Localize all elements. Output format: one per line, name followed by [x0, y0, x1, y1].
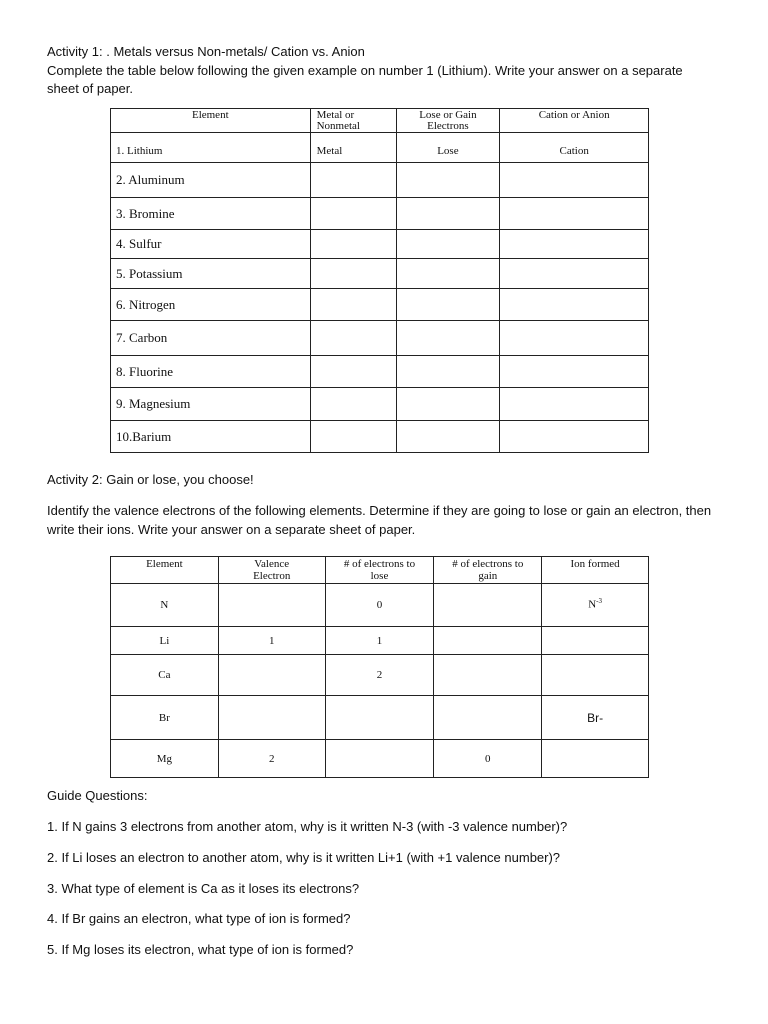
row-ion: Cation	[500, 133, 649, 163]
answer-cell[interactable]	[310, 356, 396, 388]
row-lose[interactable]	[325, 696, 434, 740]
answer-cell[interactable]	[396, 163, 500, 198]
header-ion: Ion formed	[542, 557, 649, 584]
row-gain[interactable]	[434, 584, 542, 627]
answer-cell[interactable]	[500, 289, 649, 321]
activity1-instructions-line2: sheet of paper.	[47, 81, 134, 96]
answer-cell[interactable]	[396, 388, 500, 421]
row-element: N	[111, 584, 219, 627]
header-element: Element	[111, 557, 219, 584]
guide-question: 5. If Mg loses its electron, what type of ion is formed?	[47, 942, 354, 957]
header-valence	[218, 557, 325, 584]
row-element: 9. Magnesium	[111, 388, 311, 421]
activity1-instructions-line1: Complete the table below following the given example on number 1 (Lithium). Write your answer on a separate	[47, 63, 683, 78]
row-element: Mg	[111, 740, 219, 778]
row-element: 1. Lithium	[111, 133, 311, 163]
header-lose-gain	[396, 109, 500, 133]
row-lose[interactable]: 1	[325, 627, 434, 655]
row-gain[interactable]: 0	[434, 740, 542, 778]
table-row	[111, 230, 649, 259]
table-row	[111, 198, 649, 230]
answer-cell[interactable]	[396, 321, 500, 356]
table-row	[111, 740, 649, 778]
guide-question: 4. If Br gains an electron, what type of ion is formed?	[47, 911, 351, 926]
table-row	[111, 356, 649, 388]
row-element: 6. Nitrogen	[111, 289, 311, 321]
header-cation-anion: Cation or Anion	[500, 109, 649, 133]
guide-question: 3. What type of element is Ca as it loses its electrons?	[47, 881, 360, 896]
row-element: 10.Barium	[111, 421, 311, 453]
guide-question: 2. If Li loses an electron to another atom, why is it written Li+1 (with +1 valence number)?	[47, 850, 561, 865]
row-element: 5. Potassium	[111, 259, 311, 289]
row-element: 4. Sulfur	[111, 230, 311, 259]
answer-cell[interactable]	[310, 321, 396, 356]
table-row	[111, 259, 649, 289]
answer-cell[interactable]	[396, 259, 500, 289]
row-lose[interactable]: 2	[325, 655, 434, 696]
header-element: Element	[111, 109, 311, 133]
table-row	[111, 421, 649, 453]
header-metal	[310, 109, 396, 133]
answer-cell[interactable]	[310, 388, 396, 421]
row-valence[interactable]: 2	[218, 740, 325, 778]
row-metal: Metal	[310, 133, 396, 163]
table-row	[111, 584, 649, 627]
answer-cell[interactable]	[500, 356, 649, 388]
table-header-row	[111, 109, 649, 133]
header-lose-gain-text: Lose or Gain Electrons	[419, 109, 477, 132]
answer-cell[interactable]	[310, 289, 396, 321]
guide-title: Guide Questions:	[47, 788, 148, 803]
row-gain[interactable]	[434, 627, 542, 655]
row-element: Br	[111, 696, 219, 740]
row-element: 7. Carbon	[111, 321, 311, 356]
answer-cell[interactable]	[500, 388, 649, 421]
answer-cell[interactable]	[396, 230, 500, 259]
row-element: Li	[111, 627, 219, 655]
row-element: 8. Fluorine	[111, 356, 311, 388]
answer-cell[interactable]	[396, 198, 500, 230]
answer-cell[interactable]	[500, 421, 649, 453]
row-lose-gain: Lose	[396, 133, 500, 163]
row-ion-base: N	[588, 598, 597, 611]
table-row	[111, 289, 649, 321]
activity2-instructions-line1: Identify the valence electrons of the following elements. Determine if they are going to lose or gain an electron, then	[47, 503, 712, 518]
answer-cell[interactable]	[310, 163, 396, 198]
table-row	[111, 163, 649, 198]
guide-question: 1. If N gains 3 electrons from another atom, why is it written N-3 (with -3 valence number)?	[47, 819, 568, 834]
row-ion-charge: -3	[596, 597, 602, 605]
header-valence-text: Valence Electron	[253, 558, 291, 582]
answer-cell[interactable]	[500, 321, 649, 356]
answer-cell[interactable]	[310, 421, 396, 453]
header-gain-text: # of electrons to gain	[452, 558, 524, 582]
answer-cell[interactable]	[500, 198, 649, 230]
row-lose[interactable]: 0	[325, 584, 434, 627]
answer-cell[interactable]	[396, 421, 500, 453]
row-ion[interactable]	[542, 740, 649, 778]
activity1-table	[110, 108, 649, 453]
table-row	[111, 627, 649, 655]
table-row	[111, 133, 649, 163]
header-lose	[325, 557, 434, 584]
header-gain	[434, 557, 542, 584]
row-lose[interactable]	[325, 740, 434, 778]
answer-cell[interactable]	[500, 230, 649, 259]
activity2-instructions-line2: write their ions. Write your answer on a separate sheet of paper.	[47, 522, 416, 537]
answer-cell[interactable]	[396, 356, 500, 388]
row-valence[interactable]	[218, 584, 325, 627]
row-gain[interactable]	[434, 655, 542, 696]
answer-cell[interactable]	[500, 259, 649, 289]
answer-cell[interactable]	[500, 163, 649, 198]
activity2-title: Activity 2: Gain or lose, you choose!	[47, 472, 254, 487]
table-row	[111, 655, 649, 696]
row-ion[interactable]	[542, 584, 649, 627]
row-valence[interactable]: 1	[218, 627, 325, 655]
row-valence[interactable]	[218, 696, 325, 740]
header-lose-text: # of electrons to lose	[343, 558, 416, 582]
row-element: 2. Aluminum	[111, 163, 311, 198]
answer-cell[interactable]	[310, 230, 396, 259]
row-element: 3. Bromine	[111, 198, 311, 230]
table-row	[111, 321, 649, 356]
activity2-table	[110, 556, 649, 778]
row-ion[interactable]	[542, 655, 649, 696]
table-header-row	[111, 557, 649, 584]
activity1-title: Activity 1: . Metals versus Non-metals/ Cation vs. Anion	[47, 44, 365, 59]
header-metal-text: Metal or Nonmetal	[316, 109, 360, 132]
table-row	[111, 388, 649, 421]
row-element: Ca	[111, 655, 219, 696]
row-ion[interactable]	[542, 627, 649, 655]
table-row	[111, 696, 649, 740]
answer-cell[interactable]	[310, 259, 396, 289]
answer-cell[interactable]	[310, 198, 396, 230]
row-valence[interactable]	[218, 655, 325, 696]
row-ion[interactable]: Br-	[542, 696, 649, 740]
row-gain[interactable]	[434, 696, 542, 740]
answer-cell[interactable]	[396, 289, 500, 321]
